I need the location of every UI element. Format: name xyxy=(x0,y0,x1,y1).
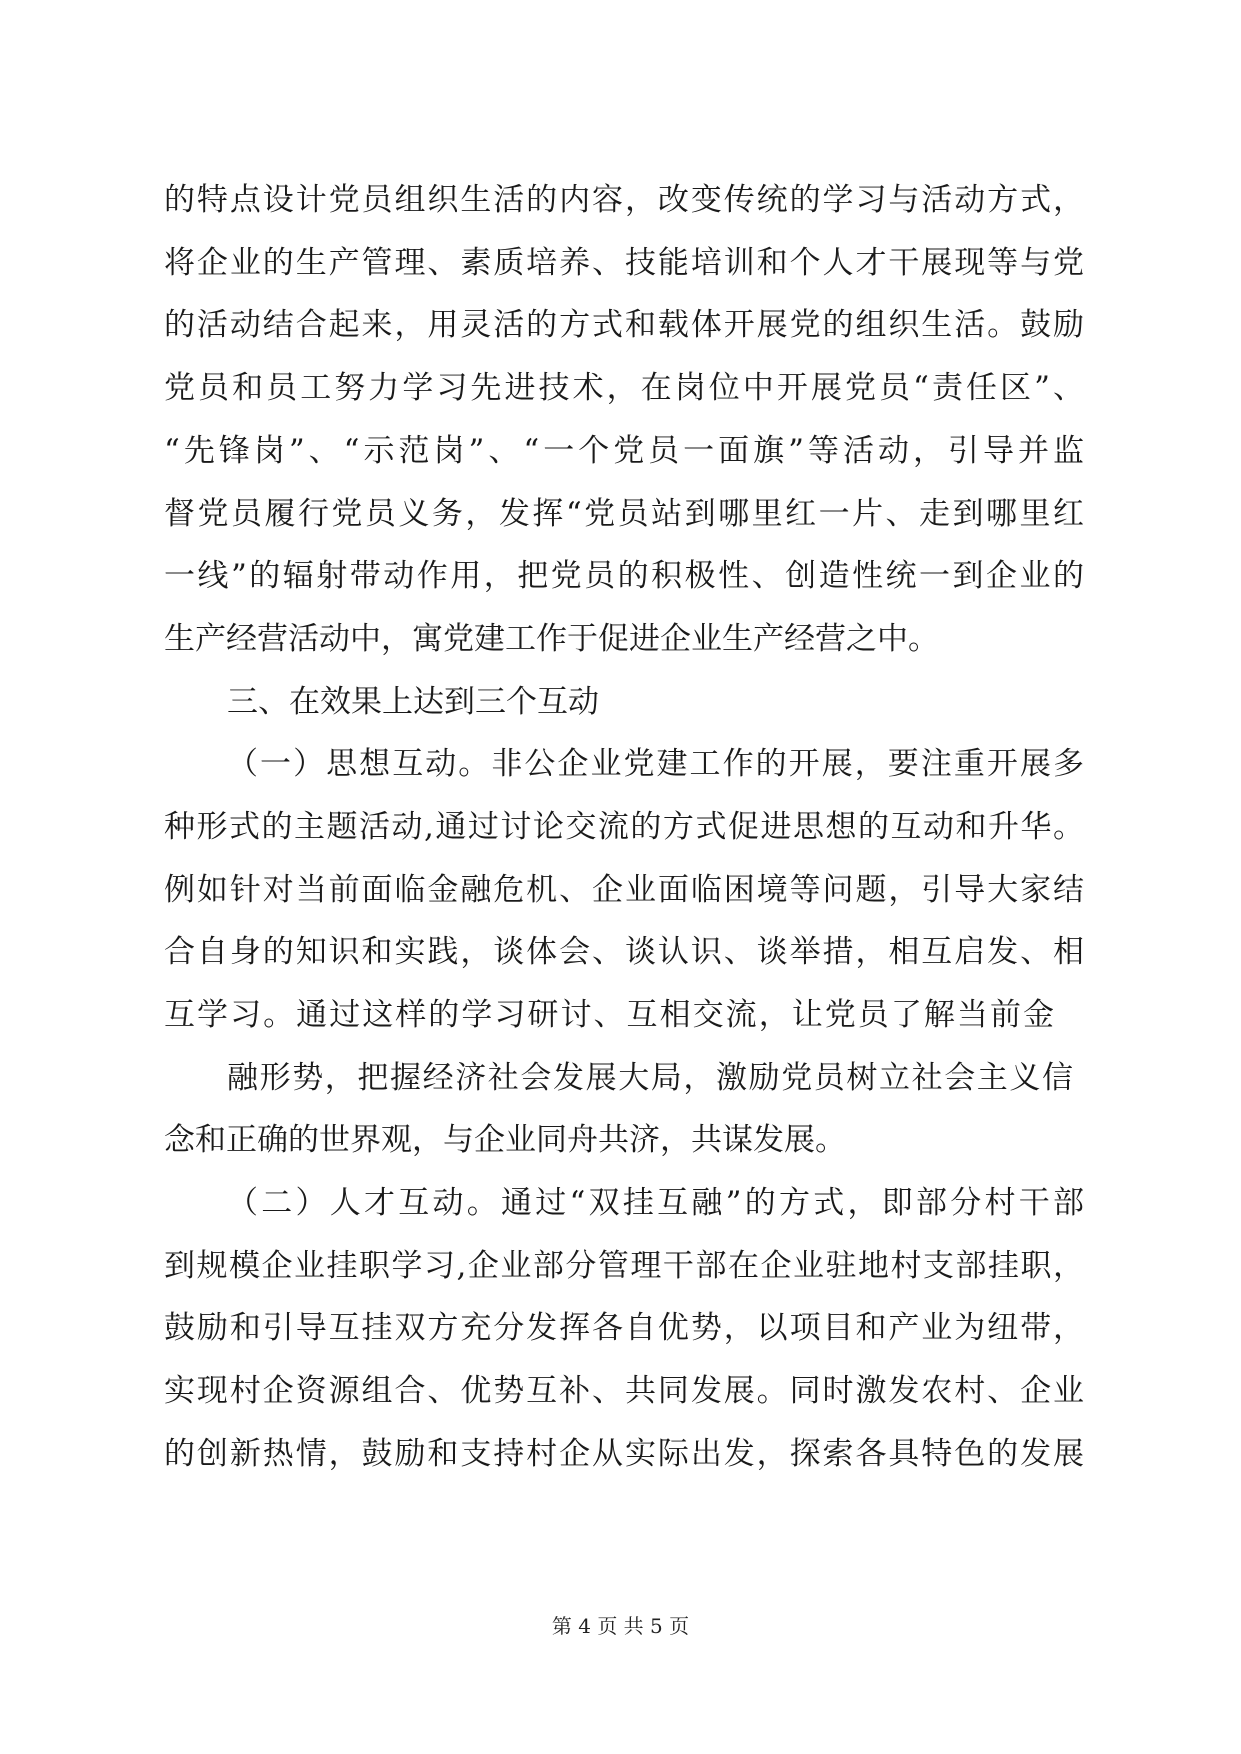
body-line-5: “先锋岗”、“示范岗”、“一个党员一面旗”等活动，引导并监 xyxy=(164,433,1084,469)
body-line-20: 实现村企资源组合、优势互补、共同发展。同时激发农村、企业 xyxy=(164,1373,1084,1409)
body-line-2: 将企业的生产管理、素质培养、技能培训和个人才干展现等与党 xyxy=(164,245,1084,281)
body-line-3: 的活动结合起来，用灵活的方式和载体开展党的组织生活。鼓励 xyxy=(164,307,1084,343)
body-line-14: 互学习。通过这样的学习研讨、互相交流，让党员了解当前金 xyxy=(164,997,1054,1033)
body-line-15: 融形势，把握经济社会发展大局，激励党员树立社会主义信 xyxy=(227,1060,1073,1096)
body-line-11: 种形式的主题活动,通过讨论交流的方式促进思想的互动和升华。 xyxy=(164,809,1084,845)
body-line-21: 的创新热情，鼓励和支持村企从实际出发，探索各具特色的发展 xyxy=(164,1436,1084,1472)
body-line-8: 生产经营活动中，寓党建工作于促进企业生产经营之中。 xyxy=(164,621,939,657)
body-line-18: 到规模企业挂职学习,企业部分管理干部在企业驻地村支部挂职， xyxy=(164,1248,1084,1284)
body-line-6: 督党员履行党员义务，发挥“党员站到哪里红一片、走到哪里红 xyxy=(164,496,1084,532)
body-line-19: 鼓励和引导互挂双方充分发挥各自优势，以项目和产业为纽带， xyxy=(164,1310,1084,1346)
section-heading: 三、在效果上达到三个互动 xyxy=(227,684,599,720)
body-line-16: 念和正确的世界观，与企业同舟共济，共谋发展。 xyxy=(164,1122,846,1158)
body-line-10: （一）思想互动。非公企业党建工作的开展，要注重开展多 xyxy=(227,746,1084,782)
body-line-4: 党员和员工努力学习先进技术，在岗位中开展党员“责任区”、 xyxy=(164,370,1084,406)
page-number-footer: 第 4 页 共 5 页 xyxy=(551,1614,690,1638)
body-line-17: （二）人才互动。通过“双挂互融”的方式，即部分村干部 xyxy=(227,1185,1084,1221)
body-line-7: 一线”的辐射带动作用，把党员的积极性、创造性统一到企业的 xyxy=(164,558,1084,594)
body-line-13: 合自身的知识和实践，谈体会、谈认识、谈举措，相互启发、相 xyxy=(164,934,1084,970)
body-line-1: 的特点设计党员组织生活的内容，改变传统的学习与活动方式， xyxy=(164,182,1084,218)
body-line-12: 例如针对当前面临金融危机、企业面临困境等问题，引导大家结 xyxy=(164,872,1084,908)
